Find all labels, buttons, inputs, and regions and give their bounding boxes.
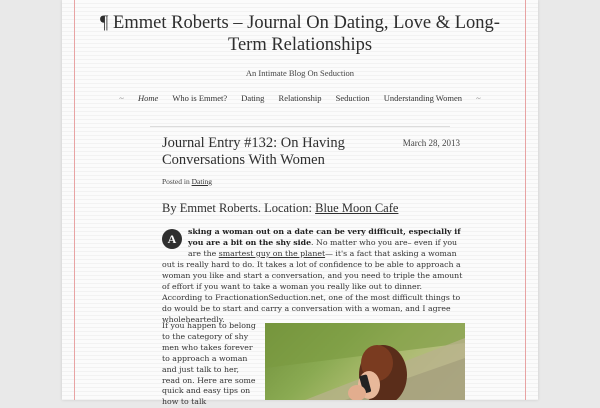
page-sheet — [62, 0, 538, 407]
smartest-guy-link[interactable]: smartest guy on the planet — [218, 248, 326, 258]
intro-text-b: — it's a fact that asking a woman — [325, 248, 457, 258]
left-margin-line — [74, 0, 75, 400]
main-nav — [62, 93, 538, 103]
nav-right-marker: ~ — [476, 93, 481, 103]
nav-item-home[interactable]: Home — [137, 93, 159, 103]
nav-item-who-is-emmet[interactable]: Who is Emmet? — [172, 93, 228, 103]
woman-on-phone-photo — [265, 323, 465, 400]
category-link-dating[interactable]: Dating — [191, 177, 213, 186]
intro-text-a: . No matter who you are– even if you are the — [188, 237, 458, 258]
photo-illustration — [265, 323, 465, 400]
intro-bold-text: sking a woman out on a date can be very difficult, especially if you are a bit on the shy side — [188, 227, 461, 247]
location-link[interactable]: Blue Moon Cafe — [315, 201, 399, 215]
drop-cap: A — [162, 229, 182, 249]
entry-byline — [162, 201, 462, 216]
intro-paragraph-continued: out is really hard to do. It takes a lot of confidence to be able to approach a woman you like and start a conversation, and you need to triple the amount of effort if you want to take a woman you really like out to dinner. According to FractionationSeduction.net, one of the most difficult things to do would be to start and carry a conversation with a woman, and I agree wholeheartedly. — [162, 260, 463, 324]
intro-paragraph — [188, 227, 463, 260]
nav-left-marker: ~ — [119, 93, 124, 103]
entry-date: March 28, 2013 — [402, 138, 460, 148]
posted-in-label: Posted in — [162, 177, 190, 186]
nav-item-seduction[interactable]: Seduction — [335, 93, 370, 103]
nav-item-dating[interactable]: Dating — [241, 93, 265, 103]
entry-title[interactable]: Journal Entry #132: On Having Conversations With Women — [162, 135, 345, 168]
site-title[interactable]: ¶ Emmet Roberts – Journal On Dating, Love & Long-Term Relationships — [100, 13, 500, 55]
nav-item-relationship[interactable]: Relationship — [278, 93, 322, 103]
right-margin-line — [525, 0, 526, 400]
posted-in — [162, 177, 212, 186]
nav-item-understanding-women[interactable]: Understanding Women — [383, 93, 463, 103]
header-divider — [150, 126, 450, 127]
second-paragraph: If you happen to belong to the category of shy men who takes forever to approach a woman and just talk to her, read on. Here are some quick and easy tips on how to talk — [162, 321, 256, 407]
site-tagline: An Intimate Blog On Seduction — [245, 68, 355, 78]
byline-prefix: By Emmet Roberts. Location: — [162, 201, 316, 215]
